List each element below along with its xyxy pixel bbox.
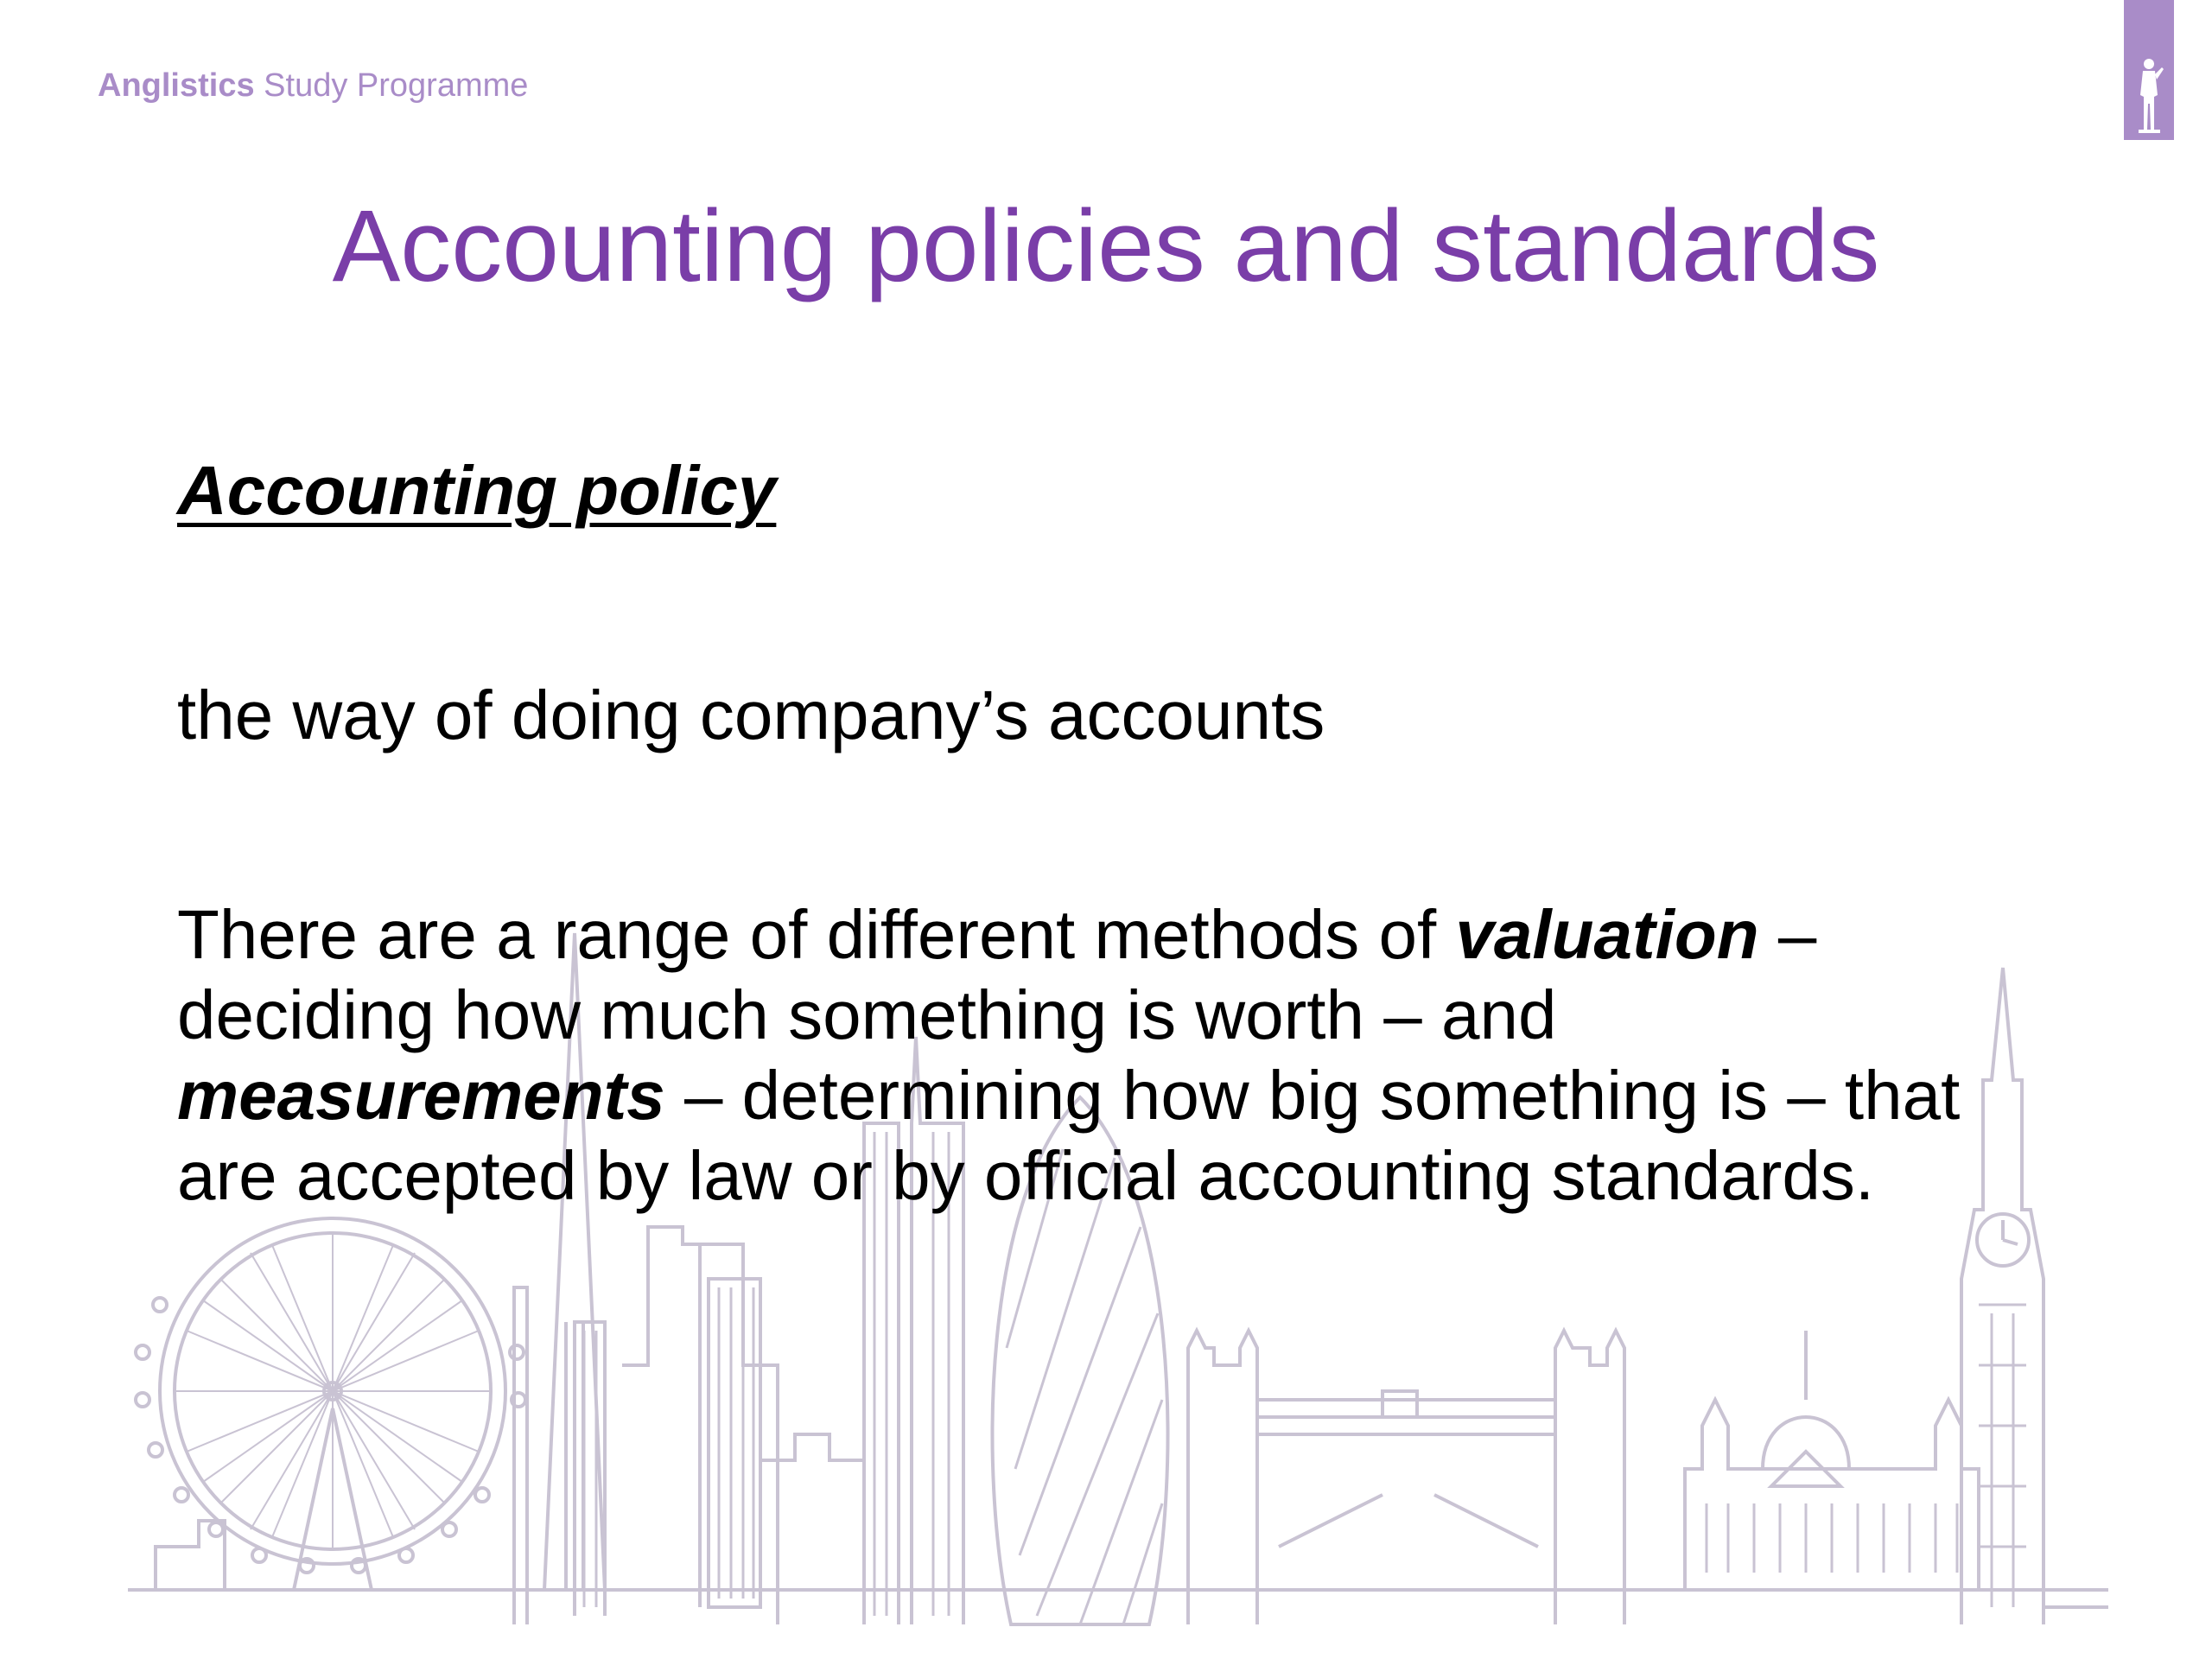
- term-valuation: valuation: [1455, 896, 1759, 973]
- paragraph-text-3: – determining how big something is – that are accepted by law or by official accounting standards.: [177, 1057, 1961, 1214]
- header-program: Study Programme: [254, 67, 529, 104]
- term-measurements: measurements: [177, 1057, 665, 1134]
- section-heading: Accounting policy: [177, 452, 777, 529]
- slide-title: Accounting policies and standards: [332, 189, 1880, 303]
- definition-text: the way of doing company’s accounts: [177, 677, 1325, 753]
- paragraph-text-1: There are a range of different methods of: [177, 896, 1456, 973]
- header-brand: Anglistics: [98, 67, 255, 104]
- body-paragraph: [177, 894, 2026, 1216]
- paragraph-text-2: – deciding how much something is worth – and: [177, 896, 1817, 1053]
